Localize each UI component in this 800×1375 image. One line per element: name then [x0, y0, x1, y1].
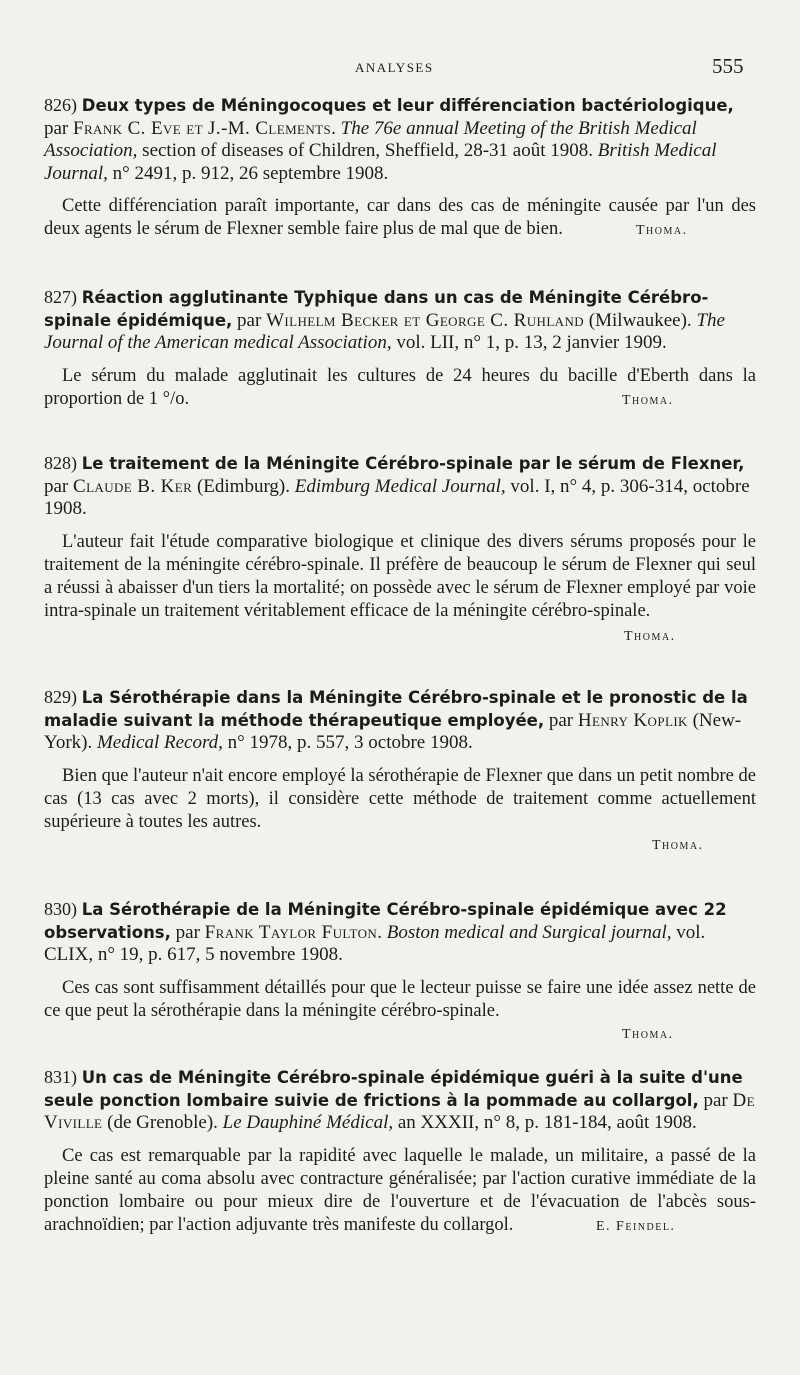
abstract-entry-830 [44, 898, 756, 1043]
entry-title: Un cas de Méningite Cérébro-spinale épidémique guéri à la suite d'une seule ponction lombaire suivie de frictions à la pommade au collargol, [44, 1068, 743, 1110]
entry-signature: Thoma. [624, 628, 676, 644]
entry-number: 831) [44, 1067, 77, 1087]
entry-authors: Frank C. Eve et J.-M. Clements [73, 117, 332, 139]
entry-heading [44, 1066, 756, 1135]
entry-signature: Thoma. [652, 837, 704, 853]
entry-citation-tail: vol. CLIX, n° 19, p. 617, 5 novembre 1908. [44, 921, 706, 965]
entry-source: The 76e annual Meeting of the British Medical Association, [44, 117, 697, 161]
entry-signature: Thoma. [636, 223, 688, 238]
entry-abstract: Ces cas sont suffisamment détaillés pour que le lecteur puisse se faire une idée assez nette de ce que peut la sérothérapie dans la méningite cérébro-spinale. [44, 977, 756, 1021]
entry-citation-tail: vol. LII, n° 1, p. 13, 2 janvier 1909. [391, 332, 667, 353]
entry-par: par [44, 475, 74, 497]
entry-heading [44, 286, 756, 355]
entry-mid: (de Grenoble). [102, 1112, 223, 1133]
entry-number: 828) [44, 453, 77, 473]
entry-abstract: Le sérum du malade agglutinait les cultures de 24 heures du bacille d'Eberth dans la proportion de 1 °/o. [44, 365, 756, 409]
entry-citation-tail: n° 1978, p. 557, 3 octobre 1908. [222, 732, 473, 753]
entry-authors: De Viville [44, 1089, 755, 1133]
entry-number: 830) [44, 899, 77, 919]
entry-abstract: Ce cas est remarquable par la rapidité avec laquelle le malade, un militaire, a passé de la pleine santé au coma absolu avec contracture généralisée; par l'action curative immédiate de la ponction lombaire ou pour mieux dire de l'ouverture et de l'évacuation de l'abcès sous-arachnoïdien; par l'action adjuvante très manifeste du collargol. [44, 1145, 756, 1235]
entry-signature: Thoma. [622, 1026, 674, 1042]
abstract-entry-827 [44, 286, 756, 431]
page-number: 555 [712, 54, 744, 78]
entry-separator: . [331, 117, 341, 139]
entry-title: Réaction agglutinante Typhique dans un cas de Méningite Cérébro-spinale épidémique, [44, 288, 709, 330]
entry-source: Edimburg Medical Journal, [294, 475, 506, 497]
entry-authors: Wilhelm Becker et George C. Ruhland [266, 309, 585, 331]
entry-par: par [44, 117, 74, 139]
entry-heading [44, 686, 756, 755]
entry-par: par [232, 309, 267, 331]
entry-par: par [544, 709, 578, 731]
entry-par: par [698, 1089, 733, 1111]
entry-title: Le traitement de la Méningite Cérébro-spinale par le sérum de Flexner, [81, 454, 745, 473]
entry-source: Boston medical and Surgical journal, [386, 921, 672, 943]
entry-citation-tail: an XXXII, n° 8, p. 181-184, août 1908. [393, 1112, 697, 1133]
entry-signature: E. Feindel. [596, 1218, 676, 1234]
entry-abstract: L'auteur fait l'étude comparative biologique et clinique des divers sérums proposés pour le traitement de la méningite cérébro-spinale. Il préfère de beaucoup le sérum de Flexner qui seul a réussi à abaisser d'un tiers la mortalité; on possède avec le sérum de Flexner employé par voie intra-spinale un traitement véritablement efficace de la méningite cérébro-spinale. [44, 531, 756, 621]
entry-mid: (New-York). [44, 709, 742, 753]
entry-number: 829) [44, 687, 77, 707]
abstract-entry-831 [44, 1066, 756, 1257]
entry-citation-tail: vol. I, n° 4, p. 306-314, octobre 1908. [44, 475, 750, 519]
entry-heading [44, 898, 756, 967]
entry-authors: Claude B. Ker [73, 475, 193, 497]
entry-source: Medical Record, [96, 732, 223, 753]
abstract-entry-826 [44, 94, 756, 261]
entry-authors: Frank Taylor Fulton [204, 921, 378, 943]
entry-abstract: Bien que l'auteur n'ait encore employé la sérothérapie de Flexner que dans un petit nombre de cas (13 cas avec 2 morts), il considère cette méthode de traitement comme actuellement supérieure à toutes les autres. [44, 765, 756, 832]
entry-title: La Sérothérapie dans la Méningite Cérébro-spinale et le pronostic de la maladie suivant la méthode thérapeutique employée, [44, 688, 748, 730]
entry-number: 826) [44, 95, 77, 115]
entry-heading [44, 452, 756, 521]
entry-signature: Thoma. [622, 392, 674, 408]
entry-abstract: Cette différenciation paraît importante, car dans des cas de méningite causée par l'un des deux agents le sérum de Flexner semble faire plus de mal que de bien. [44, 196, 756, 239]
entry-mid: (Edimburg). [192, 475, 295, 497]
entry-authors: Henry Koplik [577, 709, 688, 731]
entry-source-2: British Medical Journal, [44, 140, 717, 184]
abstract-entry-828 [44, 452, 756, 643]
entry-number: 827) [44, 287, 77, 307]
entry-title: Deux types de Méningocoques et leur différenciation bactériologique, [81, 96, 734, 115]
entry-source: The Journal of the American medical Association, [44, 309, 725, 353]
running-head-title: ANALYSES [355, 60, 434, 75]
abstract-entry-829 [44, 686, 756, 854]
entry-heading [44, 94, 756, 185]
entry-mid: (Milwaukee). [584, 309, 697, 331]
entry-par: par [170, 921, 205, 943]
entry-title: La Sérothérapie de la Méningite Cérébro-spinale épidémique avec 22 observations, [44, 900, 727, 942]
entry-separator: . [377, 921, 387, 943]
entry-citation-tail: n° 2491, p. 912, 26 septembre 1908. [107, 162, 389, 184]
entry-mid: section of diseases of Children, Sheffield, 28-31 août 1908. [137, 140, 598, 161]
entry-source: Le Dauphiné Médical, [222, 1112, 394, 1133]
running-head [0, 54, 800, 84]
